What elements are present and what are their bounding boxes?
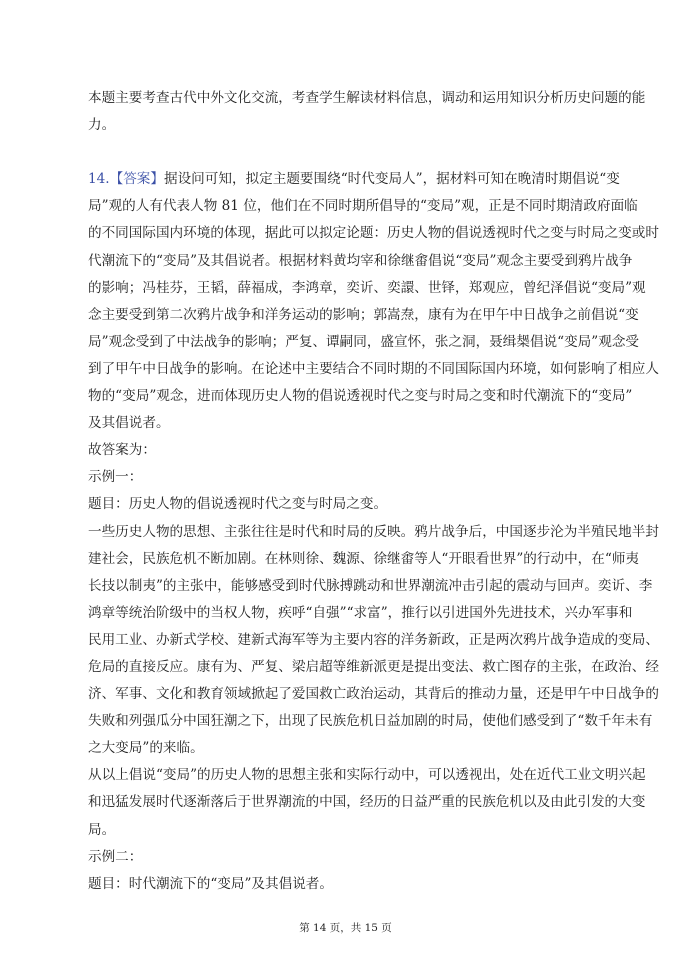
- text-line: [88, 708, 653, 735]
- line-text: 局”观的人有代表人物 81 位，他们在不同时期所倡导的“变局”观，正是不同时期清政府面临: [88, 198, 638, 215]
- text-line: [88, 735, 603, 762]
- paragraph: [88, 491, 603, 518]
- line-text: 据设问可知，拟定主题要围绕“时代变局人”，据材料可知在晚清时期倡说“变: [164, 171, 620, 188]
- text-line: [88, 410, 603, 437]
- text-line: [88, 844, 603, 871]
- text-line: [88, 112, 603, 139]
- text-line: [88, 437, 603, 464]
- line-text: 故答案为：: [88, 442, 156, 459]
- text-line: [88, 519, 659, 546]
- line-text: 题目：历史人物的倡说透视时代之变与时局之变。: [88, 496, 388, 513]
- text-line: [88, 654, 659, 681]
- text-line: [88, 762, 646, 789]
- line-text: 代潮流下的“变局”及其倡说者。根据材料黄均宰和徐继畬倡说“变局”观念主要受到鸦片战争: [88, 252, 633, 269]
- text-line: [88, 329, 640, 356]
- text-line: [88, 383, 633, 410]
- line-text: 力。: [88, 117, 116, 134]
- text-line: [88, 356, 659, 383]
- line-text: 示例二：: [88, 848, 143, 865]
- paragraph: [88, 85, 646, 139]
- line-text: 民用工业、办新式学校、建新式海军等为主要内容的洋务新政，正是两次鸦片战争造成的变局、: [88, 631, 659, 648]
- text-line: [88, 248, 633, 275]
- line-text: 及其倡说者。: [88, 415, 170, 432]
- page-footer: 第 14 页，共 15 页: [299, 922, 392, 934]
- text-line: [88, 627, 659, 654]
- line-text: 失败和列强瓜分中国狂潮之下，出现了民族危机日益加剧的时局，使他们感受到了“数千年未有: [88, 713, 653, 730]
- text-line: [88, 600, 633, 627]
- paragraph: [88, 871, 603, 898]
- text-line: [88, 789, 646, 816]
- line-text: 一些历史人物的思想、主张往往是时代和时局的反映。鸦片战争后，中国逐步沦为半殖民地半封: [88, 523, 659, 540]
- text-line: [88, 166, 620, 193]
- paragraph: [88, 844, 603, 871]
- document-body: [88, 85, 659, 898]
- text-line: [88, 464, 603, 491]
- text-line: [88, 817, 603, 844]
- line-text: 的不同国际国内环境的体现，据此可以拟定论题：历史人物的倡说透视时代之变与时局之变或时: [88, 225, 659, 242]
- paragraph: [88, 464, 603, 491]
- line-text: 长技以制夷”的主张中，能够感受到时代脉搏跳动和世界潮流冲击引起的震动与回声。奕䜣、李: [88, 577, 653, 594]
- line-text: 济、军事、文化和教育领域掀起了爱国救亡政治运动，其背后的推动力量，还是甲午中日战争的: [88, 686, 659, 703]
- line-text: 物的“变局”观念，进而体现历史人物的倡说透视时代之变与时局之变和时代潮流下的“变局”: [88, 388, 633, 405]
- text-line: [88, 573, 653, 600]
- paragraph: [88, 166, 659, 437]
- line-text: 本题主要考查古代中外文化交流，考查学生解读材料信息，调动和运用知识分析历史问题的能: [88, 90, 646, 106]
- answer-label: 14.【答案】: [88, 171, 164, 188]
- line-text: 和迅猛发展时代逐渐落后于世界潮流的中国，经历的日益严重的民族危机以及由此引发的大变: [88, 794, 646, 811]
- line-text: 到了甲午中日战争的影响。在论述中主要结合不同时期的不同国际国内环境，如何影响了相应人: [88, 360, 659, 377]
- line-text: 局。: [88, 821, 116, 838]
- text-line: [88, 220, 659, 247]
- text-line: [88, 871, 603, 898]
- text-line: [88, 546, 640, 573]
- paragraph: [88, 762, 646, 843]
- line-text: 从以上倡说“变局”的历史人物的思想主张和实际行动中，可以透视出，处在近代工业文明兴起: [88, 767, 646, 784]
- text-line: [88, 193, 638, 220]
- line-text: 示例一：: [88, 469, 143, 486]
- paragraph: [88, 437, 603, 464]
- paragraph: [88, 519, 659, 763]
- text-line: [88, 681, 659, 708]
- line-text: 危局的直接反应。康有为、严复、梁启超等维新派更是提出变法、救亡图存的主张，在政治、经: [88, 658, 659, 675]
- line-text: 之大变局”的来临。: [88, 740, 204, 757]
- line-text: 鸿章等统治阶级中的当权人物，疾呼“自强”“求富”，推行以引进国外先进技术，兴办军事和: [88, 604, 633, 621]
- text-line: [88, 302, 639, 329]
- text-line: [88, 491, 603, 518]
- text-line: [88, 85, 646, 112]
- line-text: 局”观念受到了中法战争的影响；严复、谭嗣同，盛宣怀，张之洞，聂缉椝倡说“变局”观念受: [88, 333, 640, 350]
- line-text: 建社会，民族危机不断加剧。在林则徐、魏源、徐继畬等人“开眼看世界”的行动中，在“师夷: [88, 550, 640, 567]
- text-line: [88, 275, 646, 302]
- line-text: 念主要受到第二次鸦片战争和洋务运动的影响；郭嵩焘，康有为在甲午中日战争之前倡说“变: [88, 306, 639, 323]
- line-text: 的影响；冯桂芬，王韬，薛福成，李鸿章，奕䜣、奕譞、世铎，郑观应，曾纪泽倡说“变局”观: [88, 279, 646, 296]
- line-text: 题目：时代潮流下的“变局”及其倡说者。: [88, 875, 333, 892]
